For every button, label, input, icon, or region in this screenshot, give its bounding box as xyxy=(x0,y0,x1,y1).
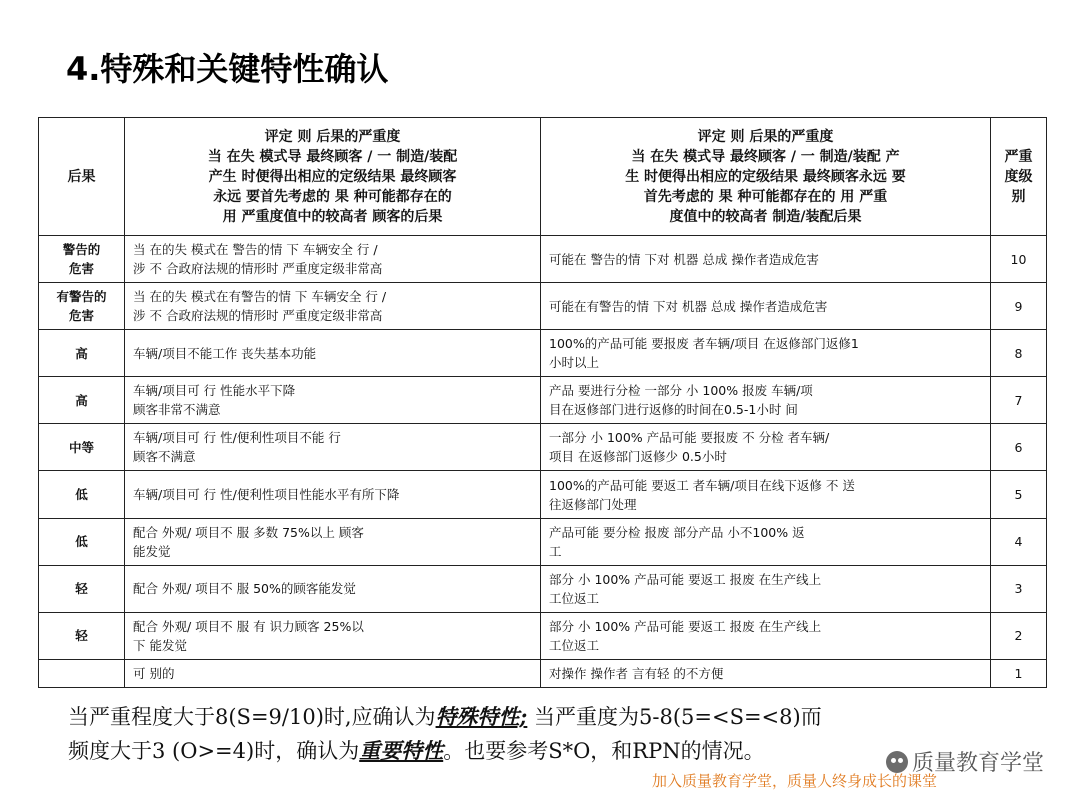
table-row xyxy=(39,612,1047,659)
effect-cell: 低 xyxy=(39,518,125,565)
brand-name: 质量教育学堂 xyxy=(911,751,1044,776)
customer-effect-cell: 配合 外观/ 项目不 服 多数 75%以上 顾客 能发觉 xyxy=(125,518,541,565)
customer-effect-cell: 车辆/项目不能工作 丧失基本功能 xyxy=(125,330,541,377)
table-row xyxy=(39,471,1047,518)
customer-effect-cell: 配合 外观/ 项目不 服 有 识力顾客 25%以 下 能发觉 xyxy=(125,612,541,659)
footnote-text: 频度大于3 (O>=4)时，确认为 xyxy=(68,739,360,763)
manufacturing-effect-cell: 可能在 警告的情 下对 机器 总成 操作者造成危害 xyxy=(541,236,991,283)
header-severity-rank: 严重 度级 别 xyxy=(991,118,1047,236)
manufacturing-effect-cell: 对操作 操作者 言有轻 的不方便 xyxy=(541,659,991,687)
table-row xyxy=(39,330,1047,377)
effect-cell: 高 xyxy=(39,330,125,377)
customer-effect-cell: 配合 外观/ 项目不 服 50%的顾客能发觉 xyxy=(125,565,541,612)
effect-cell: 轻 xyxy=(39,565,125,612)
customer-effect-cell: 车辆/项目可 行 性/便利性项目性能水平有所下降 xyxy=(125,471,541,518)
effect-cell xyxy=(39,659,125,687)
table-row xyxy=(39,518,1047,565)
table-row xyxy=(39,565,1047,612)
manufacturing-effect-cell: 产品可能 要分检 报废 部分产品 小不100% 返 工 xyxy=(541,518,991,565)
manufacturing-effect-cell: 部分 小 100% 产品可能 要返工 报废 在生产线上 工位返工 xyxy=(541,612,991,659)
manufacturing-effect-cell: 一部分 小 100% 产品可能 要报废 不 分检 者车辆/ 项目 在返修部门返修少 0.5小时 xyxy=(541,424,991,471)
table-row xyxy=(39,283,1047,330)
table-header-row xyxy=(39,118,1047,236)
effect-cell: 低 xyxy=(39,471,125,518)
table-row xyxy=(39,424,1047,471)
page-title: 4.特殊和关键特性确认 xyxy=(66,50,389,88)
customer-effect-cell: 车辆/项目可 行 性能水平下降 顾客非常不满意 xyxy=(125,377,541,424)
footnote-line-1 xyxy=(68,700,1028,734)
manufacturing-effect-cell: 100%的产品可能 要返工 者车辆/项目在线下返修 不 送 往返修部门处理 xyxy=(541,471,991,518)
special-characteristic-term: 特殊特性; xyxy=(435,704,528,729)
footnote-text: 当严重度为5-8(5=<S=<8)而 xyxy=(527,705,822,729)
footnote-text: 当严重程度大于8(S=9/10)时,应确认为 xyxy=(68,705,436,729)
effect-cell: 中等 xyxy=(39,424,125,471)
severity-cell: 2 xyxy=(991,612,1047,659)
footnote-text: 。也要参考S*O，和RPN的情况。 xyxy=(443,739,765,763)
severity-cell: 7 xyxy=(991,377,1047,424)
key-characteristic-term: 重要特性 xyxy=(359,738,444,763)
manufacturing-effect-cell: 可能在有警告的情 下对 机器 总成 操作者造成危害 xyxy=(541,283,991,330)
table-row xyxy=(39,659,1047,687)
severity-cell: 1 xyxy=(991,659,1047,687)
severity-cell: 3 xyxy=(991,565,1047,612)
severity-cell: 6 xyxy=(991,424,1047,471)
severity-cell: 9 xyxy=(991,283,1047,330)
table-row xyxy=(39,377,1047,424)
severity-table xyxy=(38,117,1047,688)
customer-effect-cell: 当 在的失 模式在 警告的情 下 车辆安全 行 / 涉 不 合政府法规的情形时 严重度定级非常高 xyxy=(125,236,541,283)
effect-cell: 警告的 危害 xyxy=(39,236,125,283)
effect-cell: 高 xyxy=(39,377,125,424)
customer-effect-cell: 可 别的 xyxy=(125,659,541,687)
customer-effect-cell: 车辆/项目可 行 性/便利性项目不能 行 顾客不满意 xyxy=(125,424,541,471)
footnote-line-2 xyxy=(68,734,1028,768)
slogan: 加入质量教育学堂，质量人终身成长的课堂 xyxy=(652,772,938,790)
table-row xyxy=(39,236,1047,283)
manufacturing-effect-cell: 产品 要进行分检 一部分 小 100% 报废 车辆/项 目在返修部门进行返修的时间在0.5-1小时 间 xyxy=(541,377,991,424)
header-manufacturing-effect: 评定 则 后果的严重度 当 在失 模式导 最终顾客 / 一 制造/装配 产 生 时便得出相应的定级结果 最终顾客永远 要 首先考虑的 果 种可能都存在的 用 严重 度值中的较高者 制造/装配后果 xyxy=(541,118,991,236)
effect-cell: 有警告的 危害 xyxy=(39,283,125,330)
effect-cell: 轻 xyxy=(39,612,125,659)
customer-effect-cell: 当 在的失 模式在有警告的情 下 车辆安全 行 / 涉 不 合政府法规的情形时 严重度定级非常高 xyxy=(125,283,541,330)
severity-cell: 4 xyxy=(991,518,1047,565)
severity-cell: 8 xyxy=(991,330,1047,377)
header-customer-effect: 评定 则 后果的严重度 当 在失 模式导 最终顾客 / 一 制造/装配 产生 时便得出相应的定级结果 最终顾客 永远 要首先考虑的 果 种可能都存在的 用 严重度值中的较高者 顾客的后果 xyxy=(125,118,541,236)
footnote xyxy=(68,700,1028,768)
manufacturing-effect-cell: 100%的产品可能 要报废 者车辆/项目 在返修部门返修1 小时以上 xyxy=(541,330,991,377)
manufacturing-effect-cell: 部分 小 100% 产品可能 要返工 报废 在生产线上 工位返工 xyxy=(541,565,991,612)
header-effect: 后果 xyxy=(39,118,125,236)
severity-cell: 10 xyxy=(991,236,1047,283)
severity-cell: 5 xyxy=(991,471,1047,518)
